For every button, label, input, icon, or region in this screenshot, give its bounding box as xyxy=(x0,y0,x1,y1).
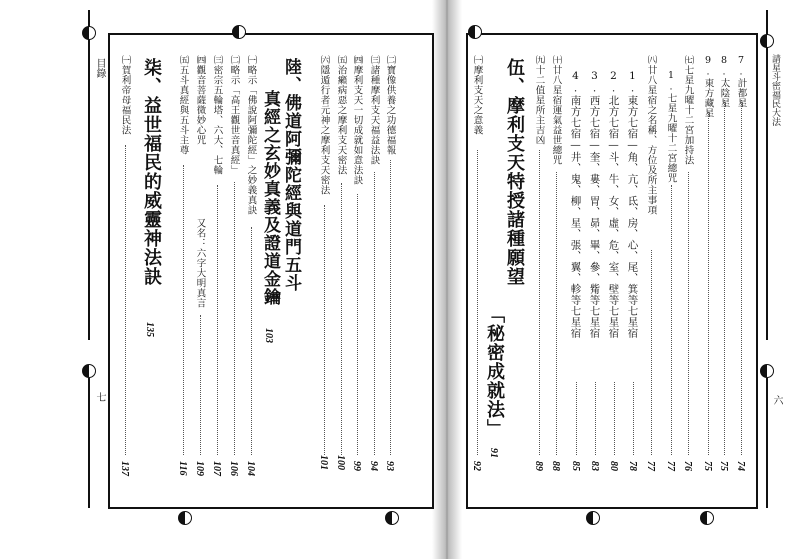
toc-item: ㈣觀音菩薩微妙心咒 xyxy=(194,55,206,145)
toc-page-number: 76 xyxy=(682,461,693,471)
toc-item: 8.太陰星 xyxy=(718,55,730,108)
toc-item: ㈧廿八星宿之名稱、方位及所主事項 xyxy=(645,55,657,215)
toc-page-number: 80 xyxy=(608,461,619,471)
toc-leader xyxy=(341,183,343,455)
toc-leader xyxy=(671,185,673,455)
section-page-number: 135 xyxy=(144,322,155,337)
toc-item: 7.計都星 xyxy=(735,55,747,108)
section-page-number: 103 xyxy=(263,328,274,343)
toc-page-number: 116 xyxy=(177,461,188,476)
section-heading-6-cont: 真經之玄妙真義及證道金鑰 xyxy=(260,90,280,306)
toc-leader xyxy=(633,382,635,455)
toc-leader xyxy=(651,250,653,455)
yin-yang-icon xyxy=(178,511,192,525)
toc-page-number: 88 xyxy=(550,461,561,471)
right-page-margin-rule xyxy=(766,10,768,340)
toc-page-number: 104 xyxy=(245,461,256,476)
toc-page-number: 77 xyxy=(665,461,676,471)
toc-page-number: 106 xyxy=(228,461,239,476)
toc-item: ㈢諸種摩利支天福益法訣 xyxy=(368,55,380,165)
toc-leader xyxy=(234,182,236,455)
toc-item-note: 又名：六字大明真言 xyxy=(194,218,206,308)
toc-leader xyxy=(614,382,616,455)
toc-item: ㈡寶像供養之功德福報 xyxy=(384,55,396,155)
toc-leader xyxy=(183,165,185,455)
toc-leader xyxy=(357,194,359,455)
toc-leader xyxy=(390,160,392,455)
toc-item: 1.七星九曜十二宮總咒 xyxy=(665,70,677,183)
toc-leader xyxy=(556,172,558,455)
toc-leader xyxy=(741,100,743,455)
section-heading-5: 伍、摩利支天特授諸種願望 xyxy=(504,58,525,286)
toc-leader xyxy=(200,315,202,455)
toc-leader xyxy=(595,382,597,455)
toc-leader xyxy=(688,172,690,455)
toc-page-number: 89 xyxy=(533,461,544,471)
toc-page-number: 107 xyxy=(211,461,222,476)
toc-item: ㈩廿八星宿運氣益世總咒 xyxy=(550,55,562,165)
toc-page-number: 75 xyxy=(718,461,729,471)
toc-page-number: 99 xyxy=(351,461,362,471)
toc-item: 9.東方藏星 xyxy=(702,55,714,118)
toc-leader xyxy=(374,172,376,455)
toc-leader xyxy=(125,145,127,455)
toc-item: ㈠摩利支天之意義 xyxy=(471,55,483,135)
toc-leader xyxy=(576,382,578,455)
toc-leader xyxy=(217,185,219,455)
toc-item: ㈤治癩病惡之摩利支天密法 xyxy=(335,55,347,175)
yin-yang-icon xyxy=(700,511,714,525)
toc-item: 4.南方七宿—井、鬼、柳、星、張、翼、軫等七星宿 xyxy=(569,70,582,339)
toc-item: ㈡略示「高王觀世音真經」 xyxy=(228,55,240,175)
yin-yang-icon xyxy=(232,25,246,39)
section-page-number: 91 xyxy=(488,448,499,458)
toc-page-number: 109 xyxy=(194,461,205,476)
yin-yang-icon xyxy=(82,364,96,378)
toc-page-number: 83 xyxy=(589,461,600,471)
toc-item: ㈥隱遁行者元神之摩利支天密法 xyxy=(318,55,330,195)
toc-leader xyxy=(324,205,326,455)
right-page-number: 六 xyxy=(771,395,782,405)
toc-page-number: 85 xyxy=(570,461,581,471)
toc-page-number: 93 xyxy=(384,461,395,471)
toc-page-number: 78 xyxy=(627,461,638,471)
toc-item: ㈢密宗五輪塔、六大、七輪 xyxy=(211,55,223,175)
left-page-number: 七 xyxy=(94,392,105,402)
left-page-header: 目錄 xyxy=(94,58,105,78)
toc-page-number: 92 xyxy=(471,461,482,471)
toc-page-number: 75 xyxy=(702,461,713,471)
section-heading-6: 陸、佛道阿彌陀經與道門五斗 xyxy=(281,58,301,292)
right-page-header: 請星斗密福民大法 xyxy=(770,54,780,126)
section-heading-7: 柒、益世福民的威靈神法訣 xyxy=(141,58,162,286)
left-page-margin-rule xyxy=(88,10,90,340)
toc-page-number: 101 xyxy=(318,455,329,470)
toc-item: ㈣摩利支天一切成就如意法訣 xyxy=(351,55,363,185)
toc-leader xyxy=(251,227,253,455)
toc-page-number: 100 xyxy=(335,455,346,470)
toc-item: 2.北方七宿—斗、牛、女、虛、危、室、壁等七星宿 xyxy=(607,70,620,339)
toc-leader xyxy=(477,150,479,455)
book-spine xyxy=(432,0,462,559)
toc-item: ㈠略示「佛說阿彌陀經」之妙義真訣 xyxy=(245,55,257,215)
left-page-margin-rule-lower xyxy=(88,378,90,508)
toc-page-number: 137 xyxy=(119,461,130,476)
yin-yang-icon xyxy=(385,511,399,525)
yin-yang-icon xyxy=(82,26,96,40)
toc-leader xyxy=(724,100,726,455)
section-heading-5-cont: 「秘密成就法」 xyxy=(484,305,505,438)
toc-item: ㈨十二值星所主吉凶 xyxy=(533,55,545,145)
toc-page-number: 77 xyxy=(645,461,656,471)
toc-leader xyxy=(708,112,710,455)
toc-page-number: 94 xyxy=(368,461,379,471)
toc-page-number: 74 xyxy=(735,461,746,471)
toc-item: ㈠賀利帝母福民法 xyxy=(119,55,131,135)
yin-yang-icon xyxy=(586,511,600,525)
yin-yang-icon xyxy=(468,25,482,39)
yin-yang-icon xyxy=(760,364,774,378)
toc-item: 1.東方七宿—角、亢、氐、房、心、尾、箕等七星宿 xyxy=(626,70,639,339)
toc-leader xyxy=(539,150,541,455)
toc-item: ㈤五斗真經與五斗主尊 xyxy=(177,55,189,155)
toc-item: ㈦七星九曜十二宮加持法 xyxy=(682,55,694,165)
right-page-margin-rule-lower xyxy=(766,378,768,508)
toc-item: 3.西方七宿—奎、婁、胃、昴、畢、參、觜等七星宿 xyxy=(588,70,601,339)
yin-yang-icon xyxy=(760,34,774,48)
